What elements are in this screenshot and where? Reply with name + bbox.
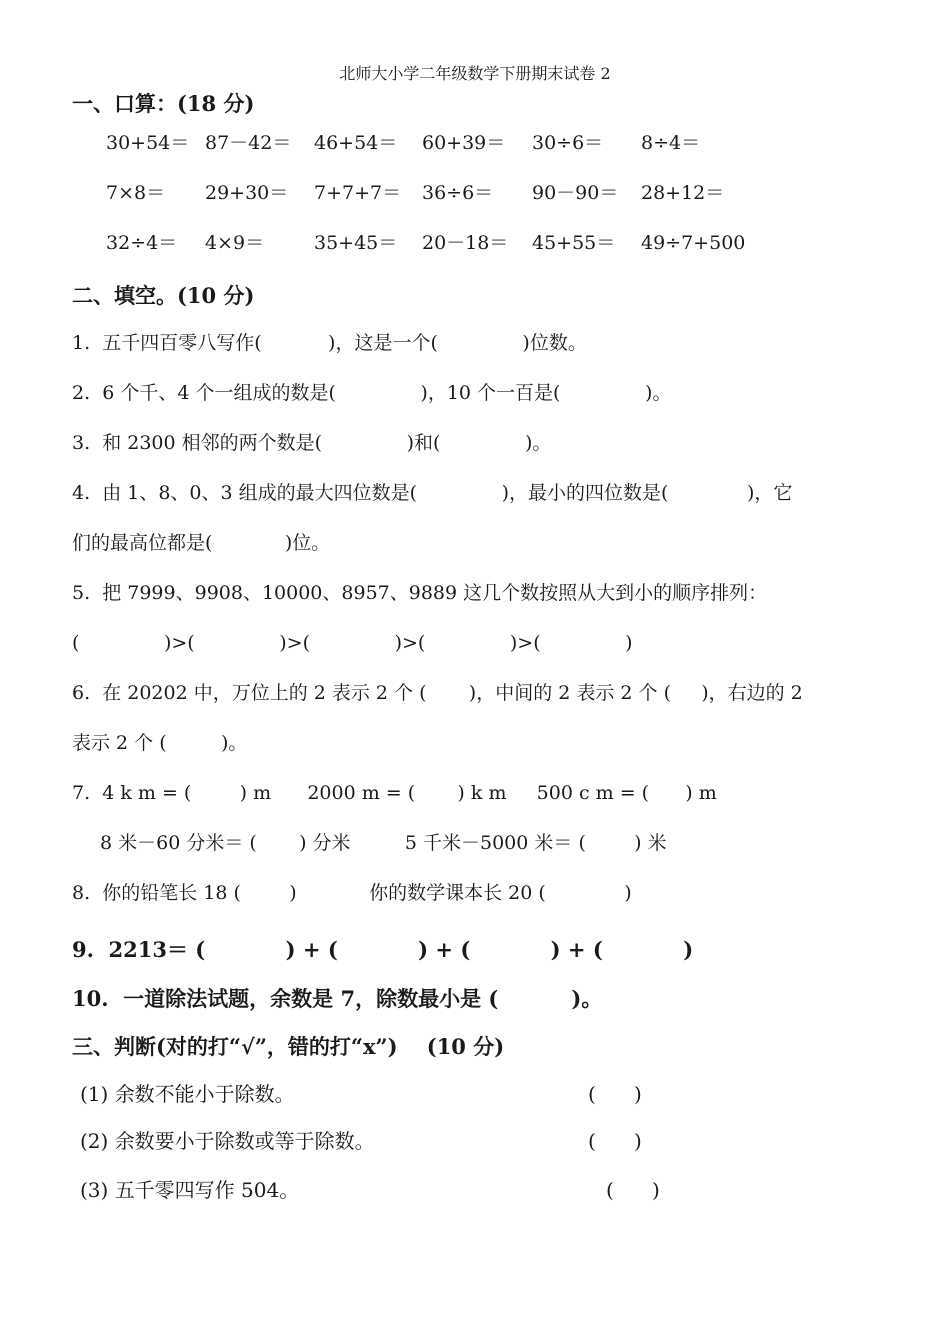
fill-question-9: 9. 2213＝ ( ) + ( ) + ( ) + ( )	[72, 937, 694, 962]
calc-item: 32÷4＝	[106, 232, 178, 254]
calc-item: 4×9＝	[205, 232, 265, 254]
calc-item: 29+30＝	[205, 182, 289, 204]
fill-question-7-cont: 8 米－60 分米＝ ( ) 分米 5 千米－5000 米＝ ( ) 米	[100, 832, 667, 854]
judge-item-text: (2) 余数要小于除数或等于除数。	[80, 1129, 375, 1153]
calc-item: 30+54＝	[106, 132, 190, 154]
judge-item-blank: ( )	[606, 1178, 660, 1202]
section2-heading: 二、填空。(10 分)	[72, 283, 255, 308]
section3-heading: 三、判断(对的打“√”，错的打“x”) (10 分)	[72, 1034, 505, 1059]
judge-item-text: (1) 余数不能小于除数。	[80, 1082, 295, 1106]
calc-item: 45+55＝	[532, 232, 616, 254]
calc-item: 35+45＝	[314, 232, 398, 254]
calc-item: 30÷6＝	[532, 132, 604, 154]
fill-question-1: 1. 五千四百零八写作( )，这是一个( )位数。	[72, 332, 587, 354]
calc-item: 7×8＝	[106, 182, 166, 204]
fill-question-7: 7. 4 k m = ( ) m 2000 m = ( ) k m 500 c m = ( ) m	[72, 782, 717, 804]
judge-item-blank: ( )	[588, 1129, 642, 1153]
calc-item: 49÷7+500	[641, 232, 746, 254]
calc-item: 60+39＝	[422, 132, 506, 154]
fill-question-2: 2. 6 个千、4 个一组成的数是( )，10 个一百是( )。	[72, 382, 672, 404]
calc-item: 46+54＝	[314, 132, 398, 154]
calc-item: 36÷6＝	[422, 182, 494, 204]
calc-item: 8÷4＝	[641, 132, 701, 154]
fill-question-6-cont: 表示 2 个 ( )。	[72, 732, 248, 754]
calc-item: 90－90＝	[532, 182, 619, 204]
fill-question-3: 3. 和 2300 相邻的两个数是( )和( )。	[72, 432, 552, 454]
judge-item-blank: ( )	[588, 1082, 642, 1106]
judge-item-text: (3) 五千零四写作 504。	[80, 1178, 300, 1202]
calc-item: 87－42＝	[205, 132, 292, 154]
section1-heading: 一、口算：(18 分)	[72, 91, 255, 116]
calc-item: 28+12＝	[641, 182, 725, 204]
fill-question-4: 4. 由 1、8、0、3 组成的最大四位数是( )，最小的四位数是( )，它	[72, 482, 793, 504]
fill-question-4-cont: 们的最高位都是( )位。	[72, 532, 331, 554]
fill-question-6: 6. 在 20202 中，万位上的 2 表示 2 个 ( )，中间的 2 表示 2 个 ( )，右边的 2	[72, 682, 803, 704]
fill-question-5: 5. 把 7999、9908、10000、8957、9889 这几个数按照从大到小的顺序排列：	[72, 582, 768, 604]
fill-question-5-cont: ( )>( )>( )>( )>( )	[72, 632, 633, 654]
calc-item: 20－18＝	[422, 232, 509, 254]
fill-question-10: 10. 一道除法试题，余数是 7，除数最小是 ( )。	[72, 986, 603, 1011]
fill-question-8: 8. 你的铅笔长 18 ( ) 你的数学课本长 20 ( )	[72, 882, 632, 904]
calc-item: 7+7+7＝	[314, 182, 402, 204]
page-title: 北师大小学二年级数学下册期末试卷 2	[339, 64, 611, 83]
